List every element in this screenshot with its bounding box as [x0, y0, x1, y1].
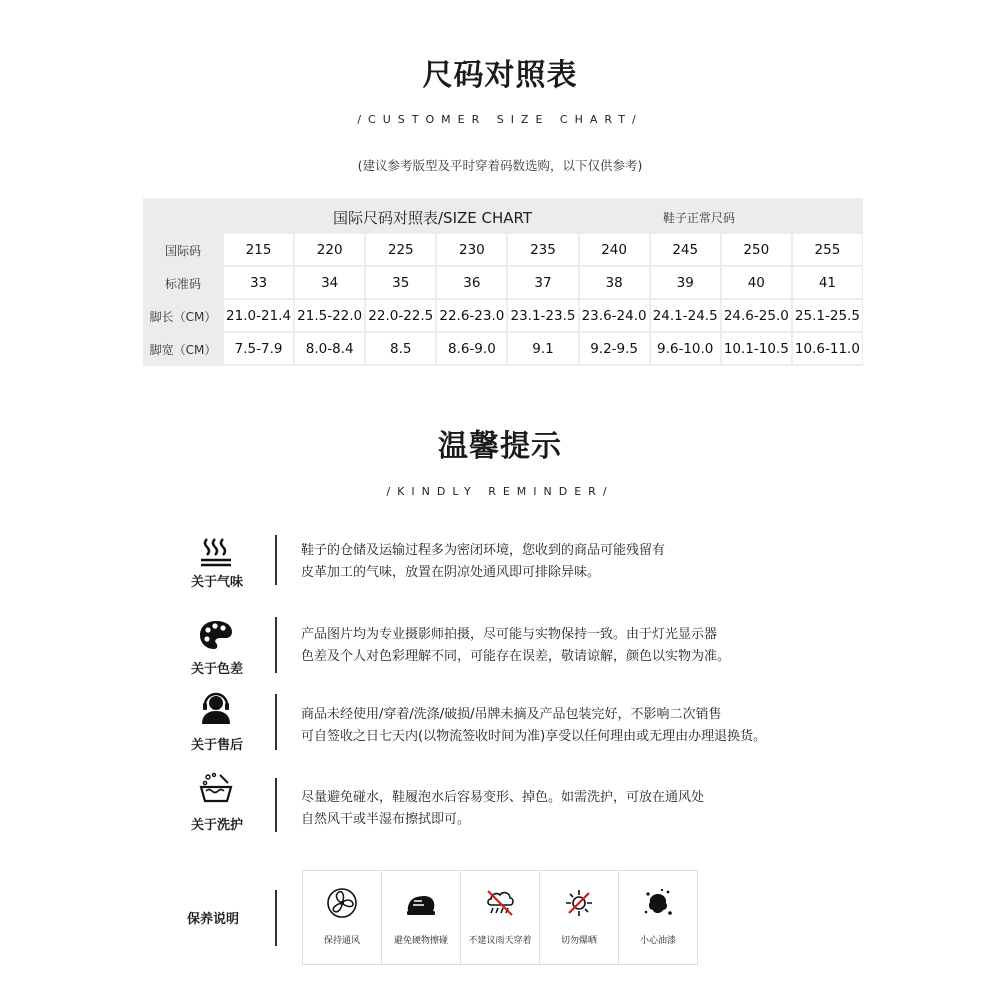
size-table-cell: 9.6-10.0 — [651, 333, 720, 364]
care-icons — [302, 870, 698, 965]
care-item-label: 保持通风 — [323, 936, 360, 946]
size-table-cell: 36 — [437, 267, 506, 298]
size-table-cell: 10.6-11.0 — [793, 333, 862, 364]
divider — [275, 694, 277, 750]
size-table-cell: 8.5 — [366, 333, 435, 364]
wash-basin-icon — [196, 772, 236, 804]
size-table-row — [143, 333, 863, 366]
size-table-cell: 7.5-7.9 — [224, 333, 293, 364]
size-table-row-label: 脚宽（CM） — [149, 343, 217, 357]
size-table-row-label: 国际码 — [164, 244, 201, 258]
hard-object-icon — [405, 887, 437, 919]
size-table-cell: 22.0-22.5 — [366, 300, 435, 331]
size-table-cell: 40 — [722, 267, 791, 298]
size-table-cell: 225 — [366, 234, 435, 265]
divider — [275, 778, 277, 832]
size-table-cell: 250 — [722, 234, 791, 265]
size-chart-subtitle: /CUSTOMER SIZE CHART/ — [357, 113, 643, 126]
size-table-row-label: 标准码 — [164, 277, 201, 291]
care-item — [540, 871, 619, 964]
reminder-title: 温馨提示 — [438, 429, 562, 464]
reminder-after-sales — [0, 692, 1000, 762]
palette-icon — [196, 619, 236, 651]
care-item — [303, 871, 382, 964]
size-table-cell: 39 — [651, 267, 720, 298]
reminder-label: 关于色差 — [190, 662, 243, 677]
reminder-subtitle: /KINDLY REMINDER/ — [386, 485, 614, 498]
size-table-cell: 8.6-9.0 — [437, 333, 506, 364]
reminder-label: 关于洗护 — [190, 818, 243, 833]
smell-icon — [196, 537, 236, 569]
size-table-cell: 37 — [508, 267, 577, 298]
headset-icon — [196, 692, 236, 724]
size-table-cell: 9.1 — [508, 333, 577, 364]
size-table-cell: 240 — [580, 234, 649, 265]
size-table-cell: 35 — [366, 267, 435, 298]
reminder-smell — [0, 533, 1000, 603]
size-table-cell: 21.5-22.0 — [295, 300, 364, 331]
size-table-cell: 245 — [651, 234, 720, 265]
care-item-label: 切勿爆晒 — [560, 936, 597, 946]
reminder-text: 产品图片均为专业摄影师拍摄，尽可能与实物保持一致。由于灯光显示器 色差及个人对色彩理解不同，可能存在误差，敬请谅解，颜色以实物为准。 — [301, 627, 731, 664]
size-table-title: 国际尺码对照表/SIZE CHART — [333, 209, 533, 227]
reminder-label: 关于气味 — [190, 575, 243, 590]
size-table-cell: 10.1-10.5 — [722, 333, 791, 364]
care-item-label: 不建议雨天穿着 — [468, 936, 532, 946]
size-table-row — [143, 300, 863, 333]
size-table-cell: 9.2-9.5 — [580, 333, 649, 364]
divider — [275, 890, 277, 946]
size-table-cell: 41 — [793, 267, 862, 298]
care-item-label: 小心油漆 — [639, 936, 676, 946]
reminder-text: 商品未经使用/穿着/洗涤/破损/吊牌未摘及产品包装完好，不影响二次销售 可自签收之日七天内(以物流签收时间为准)享受以任何理由或无理由办理退换货。 — [301, 707, 767, 744]
size-table-header — [143, 198, 863, 234]
care-item — [382, 871, 461, 964]
divider — [275, 617, 277, 673]
size-table-cell: 34 — [295, 267, 364, 298]
size-table-cell: 22.6-23.0 — [437, 300, 506, 331]
size-table-cell: 8.0-8.4 — [295, 333, 364, 364]
reminder-text: 鞋子的仓储及运输过程多为密闭环境，您收到的商品可能残留有 皮革加工的气味，放置在阴凉处通风即可排除异味。 — [301, 543, 666, 580]
oil-stain-icon — [642, 887, 674, 919]
size-table-cell: 23.6-24.0 — [580, 300, 649, 331]
size-table-cell: 255 — [793, 234, 862, 265]
size-table-row — [143, 234, 863, 267]
size-table-cell: 24.6-25.0 — [722, 300, 791, 331]
size-table-cell: 25.1-25.5 — [793, 300, 862, 331]
size-table-cell: 33 — [224, 267, 293, 298]
size-table-row-label: 脚长（CM） — [149, 310, 217, 324]
size-table-cell: 24.1-24.5 — [651, 300, 720, 331]
reminder-color — [0, 615, 1000, 685]
size-table-right-title: 鞋子正常尺码 — [663, 211, 736, 225]
size-chart-title: 尺码对照表 — [422, 58, 578, 93]
fan-icon — [326, 887, 358, 919]
care-item — [461, 871, 540, 964]
size-table-cell: 38 — [580, 267, 649, 298]
reminder-label: 关于售后 — [190, 738, 243, 753]
size-table-cell: 21.0-21.4 — [224, 300, 293, 331]
size-table-cell: 215 — [224, 234, 293, 265]
divider — [275, 535, 277, 585]
size-table-row — [143, 267, 863, 300]
reminder-text: 尽量避免碰水，鞋履泡水后容易变形、掉色。如需洗护，可放在通风处 自然风干或半湿布擦拭即可。 — [301, 790, 705, 827]
size-table-cell: 235 — [508, 234, 577, 265]
size-table-cell: 230 — [437, 234, 506, 265]
care-item-label: 避免硬物擦碰 — [393, 936, 448, 946]
size-table — [143, 198, 863, 366]
reminder-washing — [0, 770, 1000, 840]
size-chart-note: (建议参考版型及平时穿着码数选购，以下仅供参考) — [357, 158, 643, 173]
care-item — [619, 871, 697, 964]
no-rain-icon — [484, 887, 516, 919]
no-sun-icon — [563, 887, 595, 919]
size-table-cell: 220 — [295, 234, 364, 265]
size-table-cell: 23.1-23.5 — [508, 300, 577, 331]
care-label: 保养说明 — [187, 912, 240, 927]
